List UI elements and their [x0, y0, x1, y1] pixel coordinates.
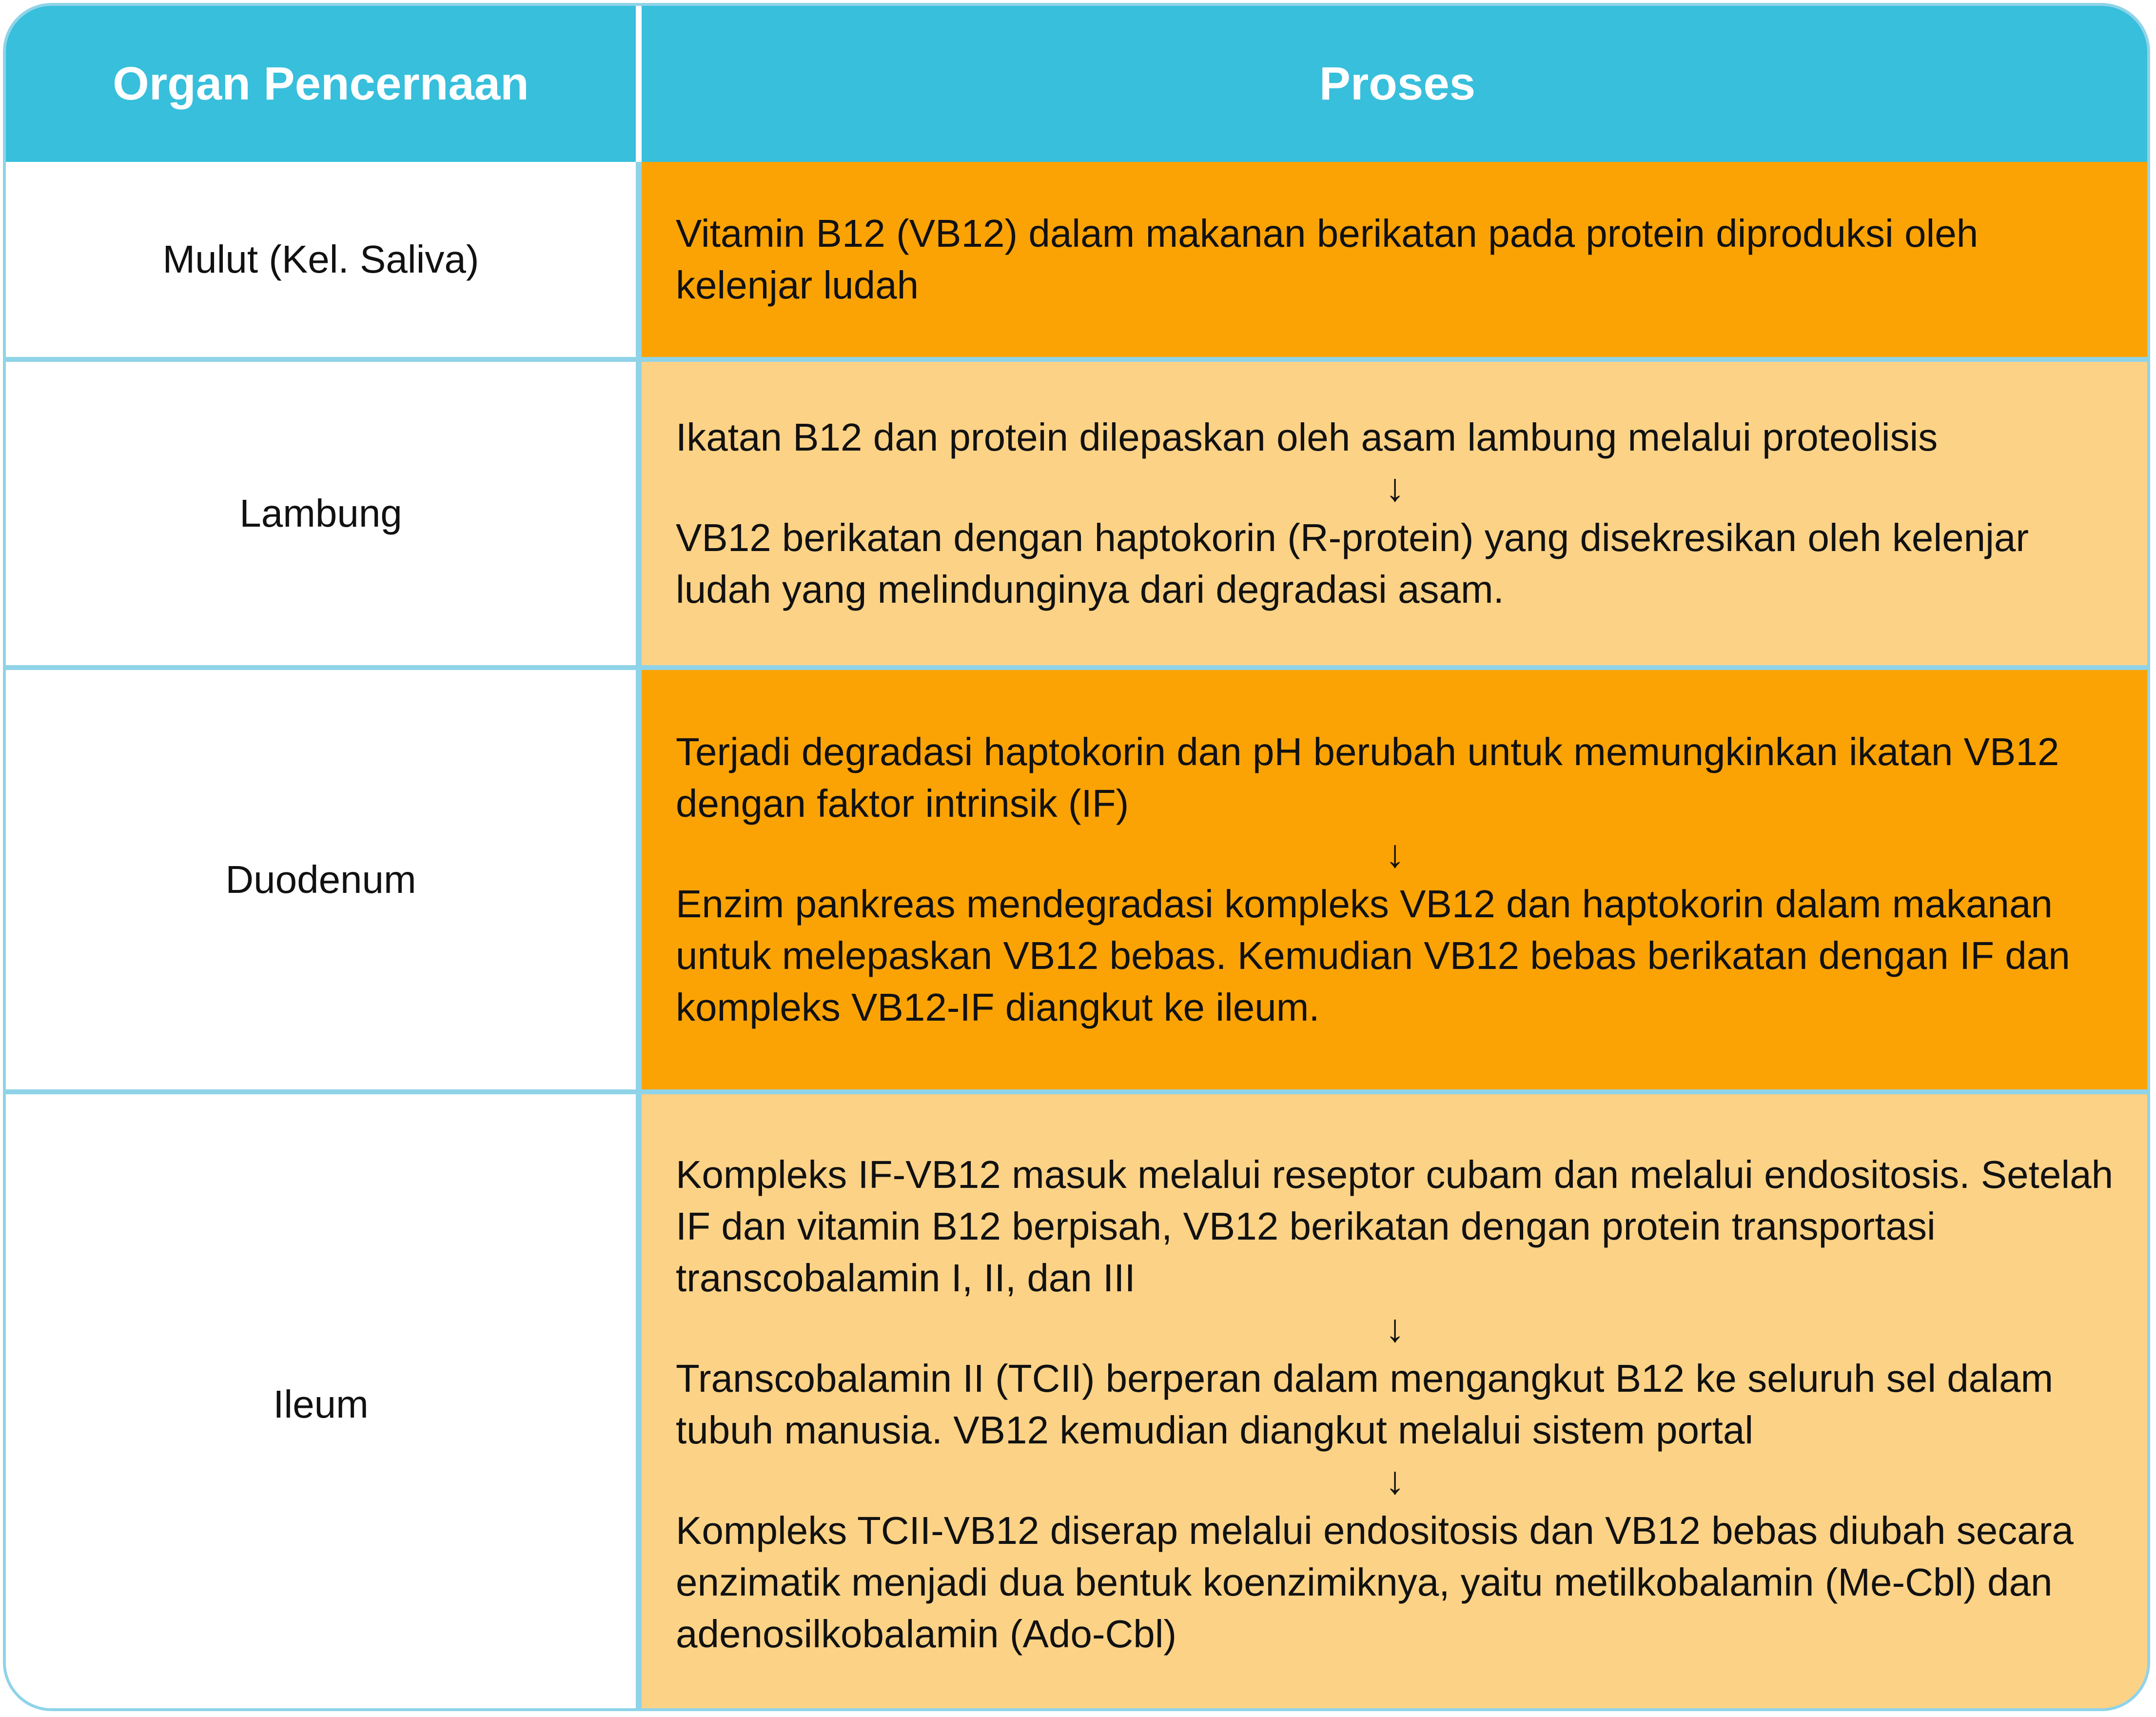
vitamin-b12-table: [3, 3, 2150, 1711]
process-cell: [642, 1094, 2150, 1711]
table-row-duodenum: [6, 670, 2147, 1089]
header-proses: Proses: [1319, 58, 1476, 110]
table-row-ileum: [6, 1094, 2147, 1711]
table-header: [6, 6, 2147, 162]
organ-cell: Duodenum: [6, 670, 636, 1089]
process-step: Vitamin B12 (VB12) dalam makanan berikatan pada protein diproduksi oleh kelenjar ludah: [676, 212, 1979, 307]
process-cell: [642, 670, 2150, 1089]
process-step: Transcobalamin II (TCII) berperan dalam mengangkut B12 ke seluruh sel dalam tubuh manusia. VB12 kemudian diangkut melalui sistem portal: [676, 1356, 2054, 1452]
column-divider: [636, 162, 642, 1711]
process-step: VB12 berikatan dengan haptokorin (R-protein) yang disekresikan oleh kelenjar ludah yang melindunginya dari degradasi asam.: [676, 516, 2029, 611]
process-step: Ikatan B12 dan protein dilepaskan oleh asam lambung melalui proteolisis: [676, 415, 1938, 459]
process-step: Enzim pankreas mendegradasi kompleks VB12 dan haptokorin dalam makanan untuk melepaskan VB12 bebas. Kemudian VB12 bebas berikatan dengan IF dan kompleks VB12-IF diangkut ke ileum.: [676, 882, 2070, 1029]
down-arrow-icon: ↓: [1385, 832, 1405, 875]
table-row-mulut: [6, 162, 2147, 357]
table-row-lambung: [6, 362, 2147, 665]
organ-cell: Lambung: [6, 362, 636, 665]
row-divider: [6, 665, 2147, 670]
down-arrow-icon: ↓: [1385, 1306, 1405, 1350]
row-divider: [6, 1089, 2147, 1094]
process-step: Kompleks IF-VB12 masuk melalui reseptor cubam dan melalui endositosis. Setelah IF dan vitamin B12 berpisah, VB12 berikatan dengan protein transportasi transcobalamin I, II, dan III: [676, 1152, 2114, 1300]
down-arrow-icon: ↓: [1385, 466, 1405, 509]
process-step: Terjadi degradasi haptokorin dan pH berubah untuk memungkinkan ikatan VB12 dengan faktor intrinsik (IF): [676, 730, 2059, 825]
row-divider: [6, 357, 2147, 362]
process-step: Kompleks TCII-VB12 diserap melalui endositosis dan VB12 bebas diubah secara enzimatik menjadi dua bentuk koenzimiknya, yaitu metilkobalamin (Me-Cbl) dan adenosilkobalamin (Ado-Cbl): [676, 1508, 2074, 1656]
header-divider: [636, 6, 642, 162]
down-arrow-icon: ↓: [1385, 1458, 1405, 1502]
process-cell: [642, 162, 2150, 357]
organ-cell: Ileum: [6, 1094, 636, 1711]
process-cell: [642, 362, 2150, 665]
organ-cell: Mulut (Kel. Saliva): [6, 162, 636, 357]
header-organ: Organ Pencernaan: [113, 58, 529, 110]
